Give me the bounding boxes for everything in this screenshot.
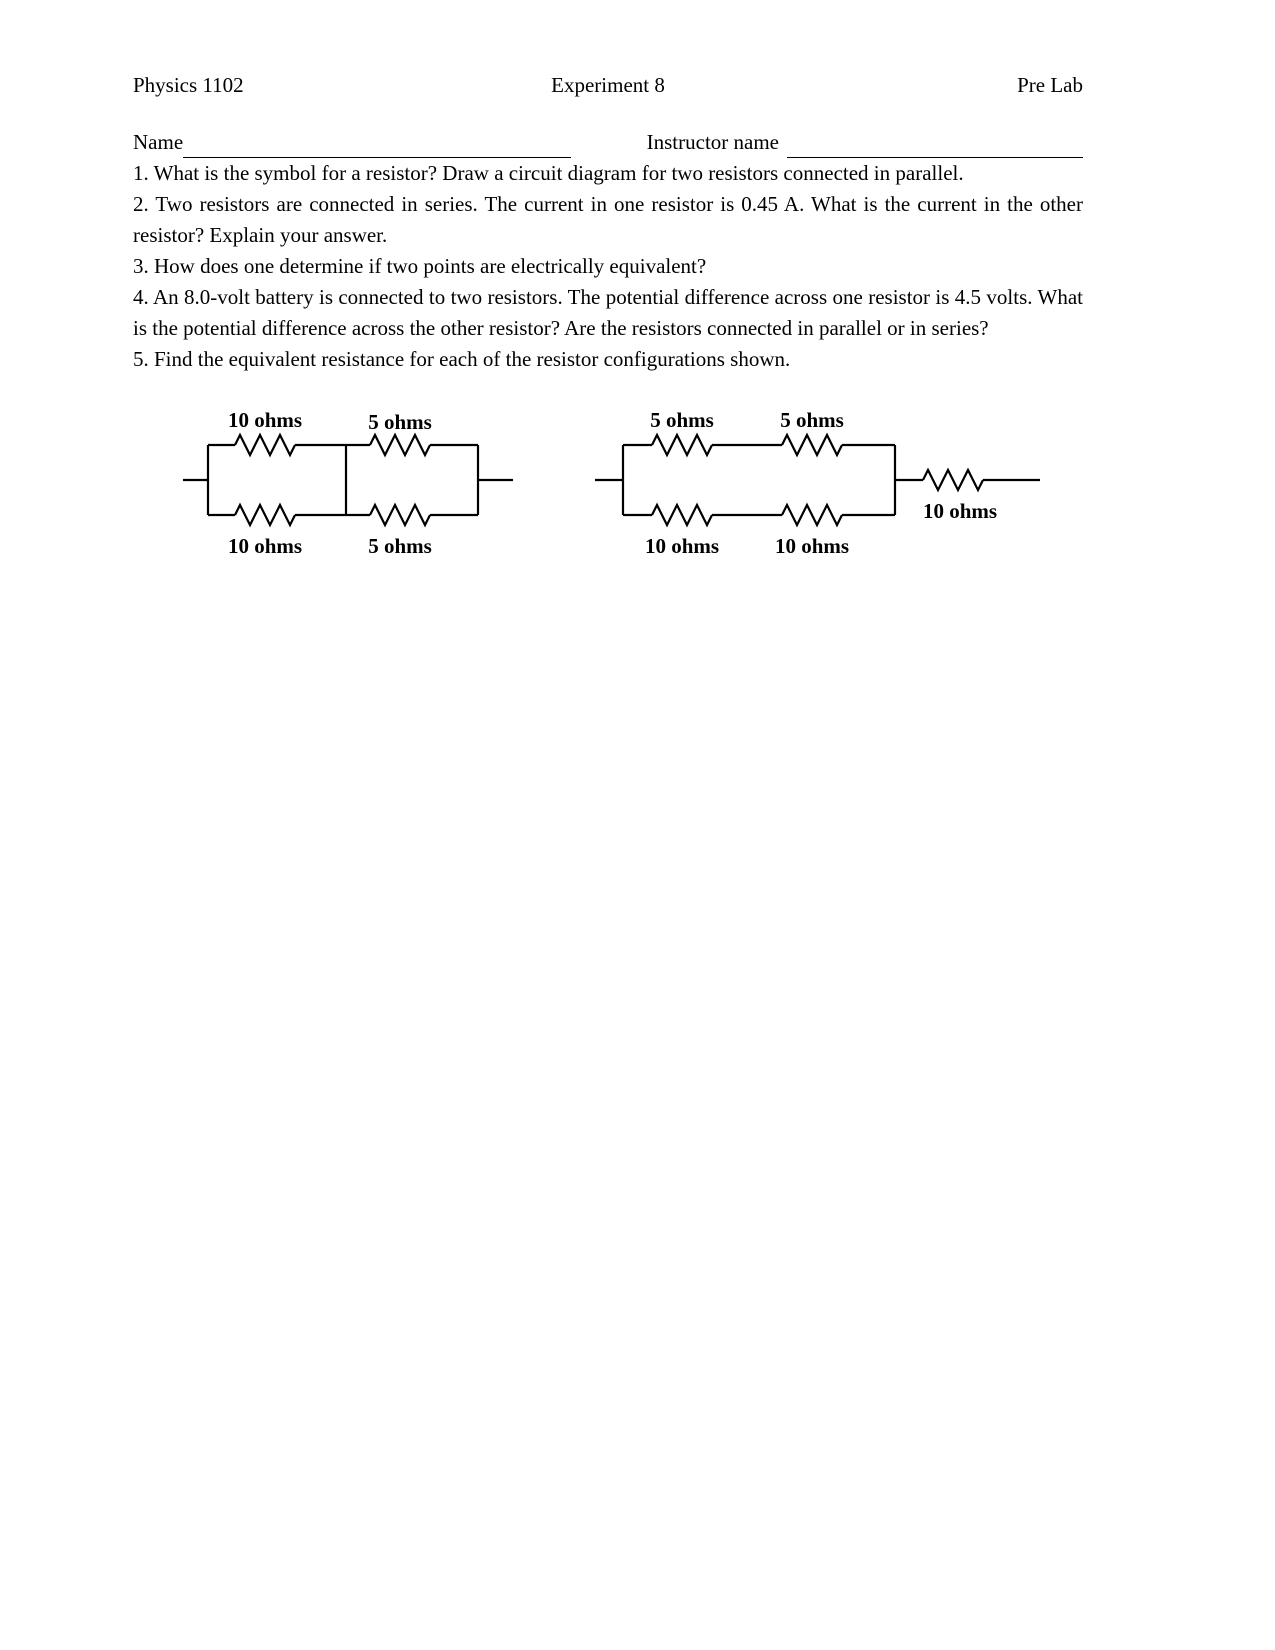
question-3: 3. How does one determine if two points are electrically equivalent?	[133, 254, 707, 278]
circuit-diagram-series-parallel-series	[595, 403, 1055, 573]
resistor-icon	[235, 435, 295, 455]
resistor-value-label: 10 ohms	[227, 408, 303, 432]
name-instructor-row	[133, 127, 1083, 158]
resistor-value-label: 10 ohms	[922, 499, 998, 523]
resistor-value-label: 5 ohms	[780, 408, 844, 432]
resistor-value-label: 10 ohms	[774, 534, 850, 558]
question-4: 4. An 8.0-volt battery is connected to two resistors. The potential difference across one resistor is 4.5 volts. What is the potential difference across the other resistor? Are the resistors connected in parallel or in series?	[133, 285, 1083, 340]
question-2: 2. Two resistors are connected in series. The current in one resistor is 0.45 A. What is the current in the other resistor? Explain your answer.	[133, 192, 1083, 247]
resistor-value-label: 10 ohms	[644, 534, 720, 558]
circuit-diagrams	[183, 403, 1083, 573]
question-5: 5. Find the equivalent resistance for each of the resistor configurations shown.	[133, 347, 791, 371]
instructor-blank-line	[787, 133, 1083, 158]
experiment-title: Experiment 8	[551, 73, 665, 97]
instructor-field	[647, 127, 1083, 158]
resistor-value-label: 5 ohms	[368, 534, 432, 558]
resistor-icon	[782, 505, 842, 525]
name-field	[133, 127, 571, 158]
resistor-value-label: 5 ohms	[650, 408, 714, 432]
prelab-label: Pre Lab	[1017, 73, 1083, 97]
resistor-icon	[923, 470, 983, 490]
resistor-icon	[652, 505, 712, 525]
resistor-icon	[370, 505, 430, 525]
instructor-label: Instructor name	[646, 130, 779, 154]
course-label: Physics 1102	[133, 73, 244, 97]
question-1: 1. What is the symbol for a resistor? Draw a circuit diagram for two resistors connected in parallel.	[133, 161, 964, 185]
name-blank-line	[183, 133, 571, 158]
circuit-diagram-parallel-series	[183, 403, 523, 573]
resistor-icon	[370, 435, 430, 455]
resistor-icon	[782, 435, 842, 455]
resistor-icon	[235, 505, 295, 525]
wires	[183, 435, 513, 525]
document-header	[133, 70, 1083, 101]
name-label: Name	[133, 130, 184, 154]
resistor-value-label: 5 ohms	[368, 410, 432, 434]
resistor-icon	[652, 435, 712, 455]
resistor-value-label: 10 ohms	[227, 534, 303, 558]
